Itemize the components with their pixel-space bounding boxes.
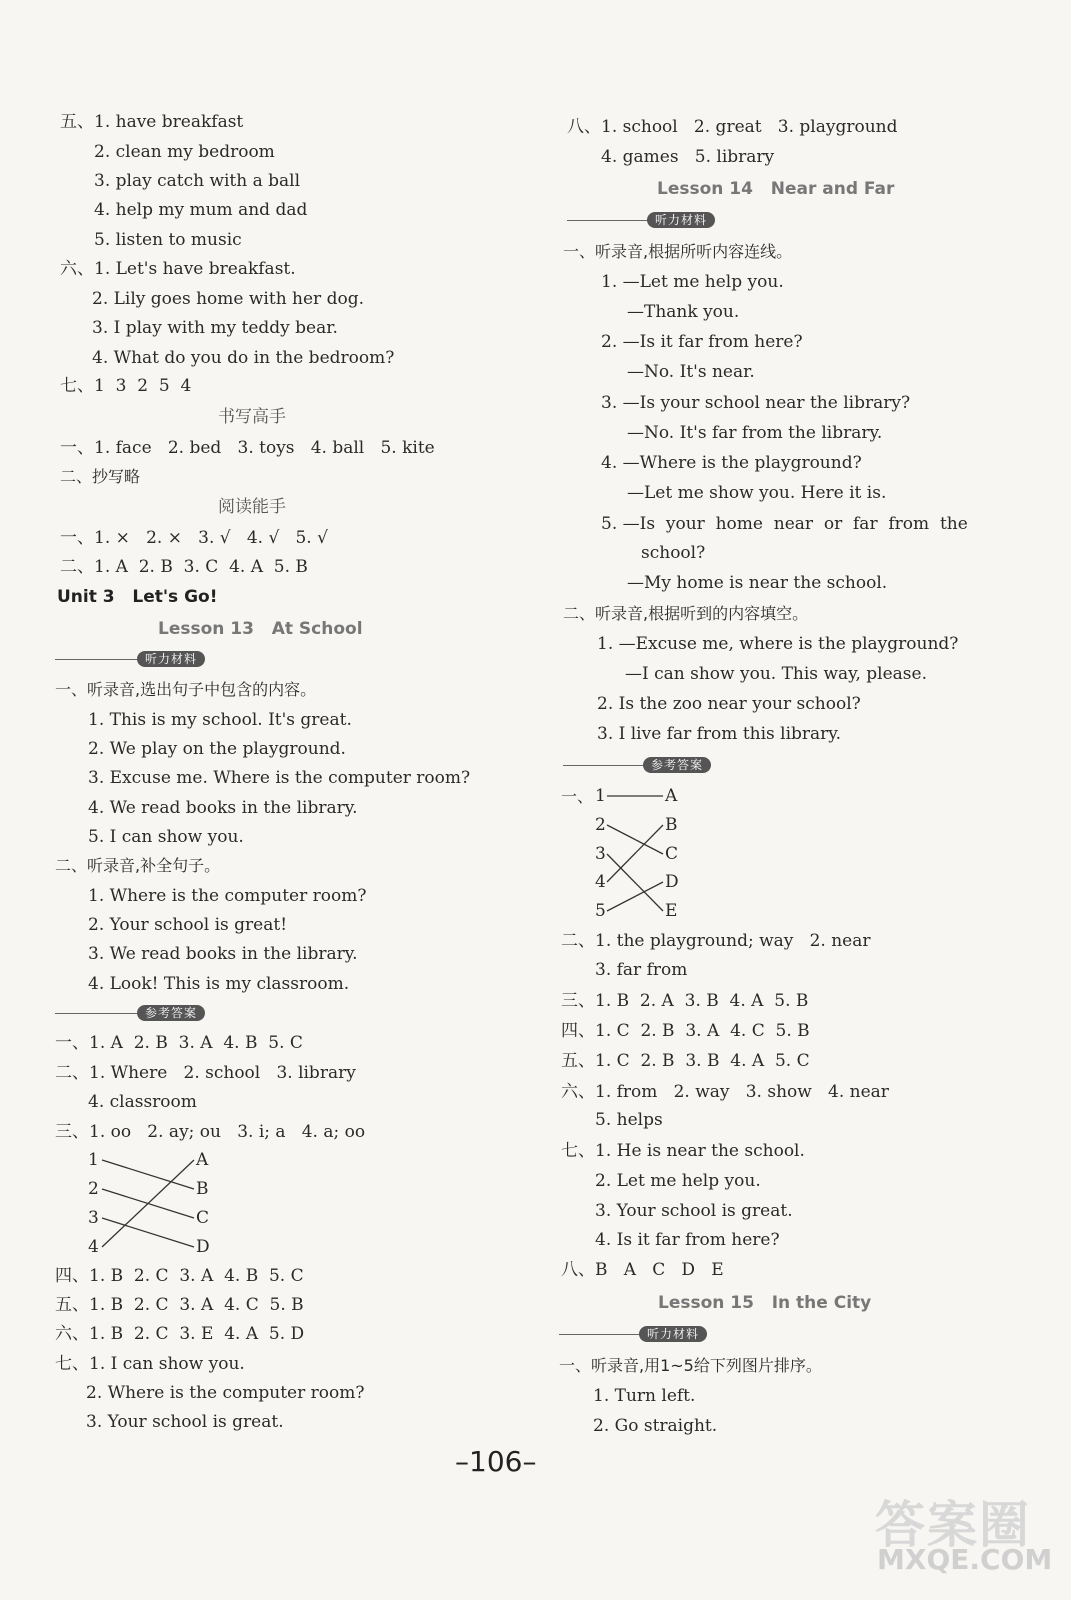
script-line: 1. —Excuse me, where is the playground? bbox=[597, 634, 959, 654]
match-lines bbox=[86, 1150, 226, 1260]
answer-line: 一、1. × 2. × 3. √ 4. √ 5. √ bbox=[60, 528, 328, 548]
script-line: 2. Is the zoo near your school? bbox=[597, 694, 861, 714]
script-line: 3. —Is your school near the library? bbox=[601, 393, 911, 413]
answer-key-header bbox=[55, 1005, 220, 1021]
answer-line: 一、1. face 2. bed 3. toys 4. ball 5. kite bbox=[60, 438, 435, 458]
script-line: —No. It's far from the library. bbox=[627, 423, 883, 443]
answer-line: 七、1. He is near the school. bbox=[561, 1141, 805, 1161]
match-letter: A bbox=[665, 786, 678, 806]
answer-line: 六、1. from 2. way 3. show 4. near bbox=[561, 1082, 889, 1102]
divider bbox=[563, 765, 653, 766]
answer-line: 二、1. A 2. B 3. C 4. A 5. B bbox=[60, 557, 308, 577]
answer-line: 五、1. B 2. C 3. A 4. C 5. B bbox=[55, 1295, 304, 1315]
script-line: 1. This is my school. It's great. bbox=[88, 710, 352, 730]
divider bbox=[55, 1013, 145, 1014]
match-number: 1 bbox=[88, 1150, 99, 1170]
answer-line: 4. Is it far from here? bbox=[595, 1230, 780, 1250]
lesson-title: Lesson 13 At School bbox=[158, 619, 363, 639]
answer-line: 3. play catch with a ball bbox=[94, 171, 301, 191]
match-letter: C bbox=[196, 1208, 210, 1228]
match-number: 5 bbox=[595, 901, 606, 921]
script-line: 2. Go straight. bbox=[593, 1416, 718, 1436]
script-line: 3. We read books in the library. bbox=[88, 944, 358, 964]
match-letter: E bbox=[665, 901, 678, 921]
match-number: 3 bbox=[595, 844, 606, 864]
match-number: 2 bbox=[88, 1179, 99, 1199]
answer-line: 2. Let me help you. bbox=[595, 1171, 761, 1191]
question-instruction: 二、听录音,根据听到的内容填空。 bbox=[563, 604, 809, 623]
unit-title: Unit 3 Let's Go! bbox=[57, 587, 218, 607]
answer-line: 六、1. B 2. C 3. E 4. A 5. D bbox=[55, 1324, 305, 1344]
question-instruction: 一、听录音,根据所听内容连线。 bbox=[563, 242, 793, 261]
answer-line: 2. Lily goes home with her dog. bbox=[92, 289, 364, 309]
script-line: —I can show you. This way, please. bbox=[625, 664, 927, 684]
script-line: 3. Excuse me. Where is the computer room? bbox=[88, 768, 471, 788]
section-heading-reading: 阅读能手 bbox=[218, 497, 286, 517]
listening-material-header bbox=[567, 212, 737, 228]
match-letter: D bbox=[196, 1237, 210, 1257]
question-instruction: 一、听录音,用1~5给下列图片排序。 bbox=[559, 1356, 822, 1375]
answer-line: 5. listen to music bbox=[94, 230, 242, 250]
lesson-title: Lesson 15 In the City bbox=[658, 1293, 872, 1313]
answer-line: 2. Where is the computer room? bbox=[86, 1383, 365, 1403]
match-number: 4 bbox=[88, 1237, 99, 1257]
answer-line: 4. games 5. library bbox=[601, 147, 775, 167]
script-line: 4. —Where is the playground? bbox=[601, 453, 862, 473]
script-line: —Thank you. bbox=[627, 302, 740, 322]
answer-line: 5. helps bbox=[595, 1110, 663, 1130]
script-line: school? bbox=[641, 543, 706, 563]
answer-line: 3. Your school is great. bbox=[595, 1201, 793, 1221]
question-instruction: 一、听录音,选出句子中包含的内容。 bbox=[55, 680, 317, 699]
script-line: 1. —Let me help you. bbox=[601, 272, 784, 292]
answer-line: 六、1. Let's have breakfast. bbox=[60, 259, 296, 279]
match-number: 4 bbox=[595, 872, 606, 892]
answer-prefix: 一、 bbox=[561, 787, 594, 806]
answer-line: 3. Your school is great. bbox=[86, 1412, 284, 1432]
match-letter: C bbox=[665, 844, 679, 864]
script-line: —No. It's near. bbox=[627, 362, 755, 382]
answer-line: 3. I play with my teddy bear. bbox=[92, 318, 338, 338]
script-line: 4. We read books in the library. bbox=[88, 798, 358, 818]
section-heading-writing: 书写高手 bbox=[218, 407, 286, 427]
match-lines bbox=[595, 786, 705, 921]
answer-line: 七、1. I can show you. bbox=[55, 1354, 245, 1374]
answer-line: 八、B A C D E bbox=[561, 1260, 724, 1280]
script-line: 2. Your school is great! bbox=[88, 915, 288, 935]
watermark-url: MXQE.COM bbox=[877, 1543, 1053, 1576]
match-letter: B bbox=[196, 1179, 209, 1199]
watermark-logo: 答案圈 bbox=[875, 1496, 1031, 1554]
match-letter: D bbox=[665, 872, 679, 892]
answer-line: 四、1. C 2. B 3. A 4. C 5. B bbox=[561, 1021, 810, 1041]
match-letter: B bbox=[665, 815, 678, 835]
script-line: 2. We play on the playground. bbox=[88, 739, 346, 759]
question-instruction: 二、听录音,补全句子。 bbox=[55, 856, 221, 875]
listening-material-badge: 听力材料 bbox=[639, 1326, 707, 1342]
answer-line: 二、抄写略 bbox=[60, 467, 141, 486]
answer-line: 2. clean my bedroom bbox=[94, 142, 275, 162]
script-line: 1. Where is the computer room? bbox=[88, 886, 367, 906]
answer-line: 七、1 3 2 5 4 bbox=[60, 376, 192, 396]
divider bbox=[559, 1334, 649, 1335]
script-line: 3. I live far from this library. bbox=[597, 724, 842, 744]
match-number: 2 bbox=[595, 815, 606, 835]
left-column bbox=[0, 0, 520, 1480]
script-line: —Let me show you. Here it is. bbox=[627, 483, 887, 503]
divider bbox=[55, 659, 145, 660]
answer-line: 4. What do you do in the bedroom? bbox=[92, 348, 395, 368]
answer-line: 二、1. Where 2. school 3. library bbox=[55, 1063, 356, 1083]
match-number: 3 bbox=[88, 1208, 99, 1228]
matching-answer bbox=[595, 786, 705, 921]
listening-material-badge: 听力材料 bbox=[647, 212, 715, 228]
answer-line: 五、1. have breakfast bbox=[60, 112, 244, 132]
script-line: 4. Look! This is my classroom. bbox=[88, 974, 350, 994]
lesson-title: Lesson 14 Near and Far bbox=[657, 179, 895, 199]
script-line: 2. —Is it far from here? bbox=[601, 332, 803, 352]
answer-key-badge: 参考答案 bbox=[137, 1005, 205, 1021]
answer-line: 4. help my mum and dad bbox=[94, 200, 308, 220]
answer-line: 二、1. the playground; way 2. near bbox=[561, 931, 871, 951]
answer-line: 一、1. A 2. B 3. A 4. B 5. C bbox=[55, 1033, 303, 1053]
script-line: 1. Turn left. bbox=[593, 1386, 696, 1406]
watermark bbox=[875, 1485, 1053, 1580]
page-number: –106– bbox=[455, 1445, 537, 1478]
matching-answer bbox=[86, 1150, 226, 1260]
script-line: 5. —Is your home near or far from the bbox=[601, 514, 968, 534]
answer-line: 四、1. B 2. C 3. A 4. B 5. C bbox=[55, 1266, 304, 1286]
answer-line: 4. classroom bbox=[88, 1092, 197, 1112]
script-line: 5. I can show you. bbox=[88, 827, 244, 847]
script-line: —My home is near the school. bbox=[627, 573, 888, 593]
listening-material-header bbox=[55, 651, 220, 667]
match-number: 1 bbox=[595, 786, 606, 806]
answer-line: 五、1. C 2. B 3. B 4. A 5. C bbox=[561, 1051, 810, 1071]
answer-line: 三、1. oo 2. ay; ou 3. i; a 4. a; oo bbox=[55, 1122, 366, 1142]
divider bbox=[567, 220, 657, 221]
match-letter: A bbox=[196, 1150, 209, 1170]
answer-line: 3. far from bbox=[595, 960, 688, 980]
listening-material-badge: 听力材料 bbox=[137, 651, 205, 667]
answer-key-header bbox=[563, 757, 733, 773]
listening-material-header bbox=[559, 1326, 729, 1342]
answer-key-badge: 参考答案 bbox=[643, 757, 711, 773]
right-column bbox=[535, 0, 1055, 1480]
answer-line: 三、1. B 2. A 3. B 4. A 5. B bbox=[561, 991, 809, 1011]
answer-line: 八、1. school 2. great 3. playground bbox=[567, 117, 898, 137]
